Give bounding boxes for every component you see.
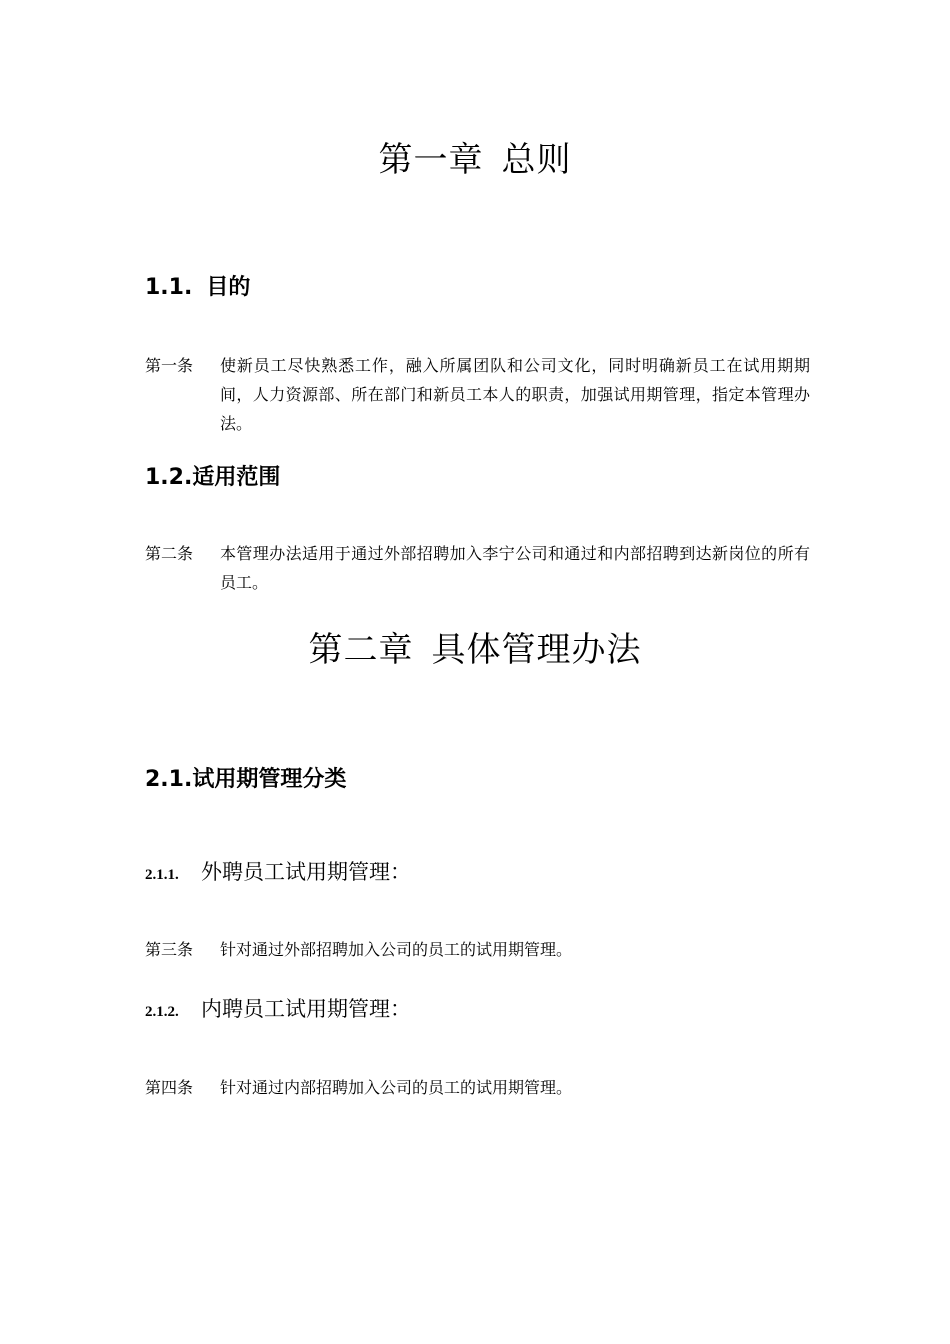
chapter-1-name: 总则 (501, 140, 572, 180)
article-3 (145, 935, 810, 964)
section-number: 2.1. (145, 767, 193, 792)
subsection-title: 外聘员工试用期管理： (201, 860, 411, 884)
article-body: 针对通过内部招聘加入公司的员工的试用期管理。 (220, 1078, 573, 1097)
subsection-2-1-1-heading (145, 856, 411, 886)
article-2 (145, 539, 810, 597)
section-number: 1.1. (145, 275, 193, 300)
section-2-1-heading (145, 762, 346, 793)
chapter-1-number: 第一章 (378, 140, 484, 180)
article-4 (145, 1073, 810, 1102)
section-title: 目的 (206, 275, 251, 300)
subsection-number: 2.1.2. (145, 1004, 179, 1020)
chapter-2-number: 第二章 (308, 630, 414, 670)
subsection-title: 内聘员工试用期管理： (201, 997, 411, 1021)
chapter-2-name: 具体管理办法 (431, 630, 642, 670)
subsection-2-1-2-heading (145, 993, 411, 1023)
article-body: 针对通过外部招聘加入公司的员工的试用期管理。 (220, 940, 573, 959)
article-label: 第四条 (145, 1078, 194, 1097)
article-body: 使新员工尽快熟悉工作，融入所属团队和公司文化，同时明确新员工在试用期期间，人力资源部、所在部门和新员工本人的职责，加强试用期管理，指定本管理办法。 (220, 356, 810, 433)
article-1 (145, 351, 810, 438)
chapter-2-title (0, 622, 950, 671)
section-title: 试用期管理分类 (192, 767, 347, 792)
article-label: 第一条 (145, 356, 194, 375)
section-1-2-heading (145, 460, 280, 491)
article-label: 第二条 (145, 544, 194, 563)
article-body: 本管理办法适用于通过外部招聘加入李宁公司和通过和内部招聘到达新岗位的所有员工。 (220, 544, 810, 592)
section-title: 适用范围 (192, 465, 281, 490)
article-label: 第三条 (145, 940, 194, 959)
subsection-number: 2.1.1. (145, 867, 179, 883)
section-1-1-heading (145, 270, 250, 301)
section-number: 1.2. (145, 465, 193, 490)
chapter-1-title (0, 132, 950, 181)
